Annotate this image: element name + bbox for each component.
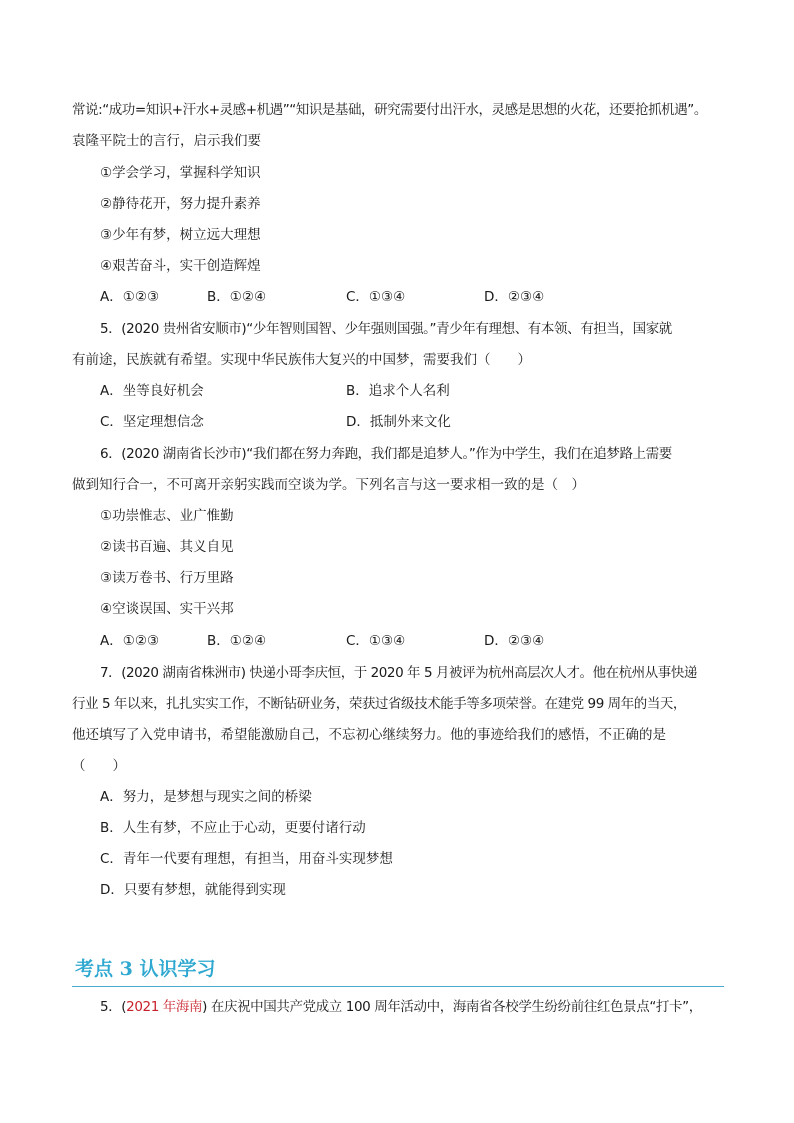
q5-choice-c[interactable]: C．坚定理想信念: [100, 414, 204, 430]
intro-line-1: 常说:“成功=知识+汗水+灵感+机遇”“知识是基础，研究需要付出汗水，灵感是思想的火花，还要抢抓机遇”。: [72, 102, 707, 118]
q6-statement-1: ①功崇惟志、业广惟勤: [100, 508, 234, 524]
q4-statement-1: ①学会学习，掌握科学知识: [100, 165, 261, 181]
q4-choice-c[interactable]: C．①③④: [346, 289, 406, 305]
q4-statement-4: ④艰苦奋斗，实干创造辉煌: [100, 258, 261, 274]
section-3-heading: 考点 3 认识学习: [75, 958, 216, 980]
q7-choice-b[interactable]: B．人生有梦，不应止于心动，更要付诸行动: [100, 820, 366, 836]
q6-statement-4: ④空谈误国、实干兴邦: [100, 601, 234, 617]
q4-choice-a[interactable]: A．①②③: [100, 289, 160, 305]
q7-choice-d[interactable]: D．只要有梦想，就能得到实现: [100, 882, 286, 898]
q6-choice-d[interactable]: D．②③④: [484, 633, 545, 649]
q7-stem-line-2: 行业 5 年以来，扎扎实实工作，不断钻研业务，荣获过省级技术能手等多项荣誉。在建党 99 周年的当天，: [72, 696, 686, 712]
q5-2021-stem-line-1: [100, 998, 702, 1016]
q4-statement-3: ③少年有梦，树立远大理想: [100, 227, 261, 243]
q5-2021-number: 5．(: [100, 999, 127, 1015]
q4-choice-b[interactable]: B．①②④: [207, 289, 267, 305]
q6-statement-3: ③读万卷书、行万里路: [100, 570, 234, 586]
q6-stem-line-1: 6．(2020 湖南省长沙市)“我们都在努力奔跑，我们都是追梦人。”作为中学生，我们在追梦路上需要: [100, 446, 672, 462]
q6-choice-b[interactable]: B．①②④: [207, 633, 267, 649]
q5-choice-d[interactable]: D．抵制外来文化: [346, 414, 451, 430]
q6-choice-a[interactable]: A．①②③: [100, 633, 160, 649]
q5-2021-text: ) 在庆祝中国共产党成立 100 周年活动中，海南省各校学生纷纷前往红色景点“打卡”，: [202, 999, 702, 1015]
intro-line-2: 袁隆平院士的言行，启示我们要: [72, 133, 261, 149]
q4-choice-d[interactable]: D．②③④: [484, 289, 545, 305]
q7-choice-c[interactable]: C．青年一代要有理想，有担当，用奋斗实现梦想: [100, 851, 393, 867]
q5-choice-a[interactable]: A．坐等良好机会: [100, 383, 204, 399]
q5-stem-line-1: 5．(2020 贵州省安顺市)“少年智则国智、少年强则国强。”青少年有理想、有本领、有担当，国家就: [100, 321, 672, 337]
q6-stem-line-2: 做到知行合一，不可离开亲躬实践而空谈为学。下列名言与这一要求相一致的是（ ）: [72, 477, 585, 493]
q6-choice-c[interactable]: C．①③④: [346, 633, 406, 649]
q7-stem-line-1: 7．(2020 湖南省株洲市) 快递小哥李庆恒，于 2020 年 5 月被评为杭州高层次人才。他在杭州从事快递: [100, 665, 697, 681]
q5-2021-source: 2021 年海南: [126, 999, 203, 1015]
q7-stem-line-3: 他还填写了入党申请书，希望能激励自己，不忘初心继续努力。他的事迹给我们的感悟，不正确的是: [72, 727, 666, 743]
q6-statement-2: ②读书百遍、其义自见: [100, 539, 234, 555]
section-divider: [72, 986, 724, 987]
q7-stem-line-4: （ ）: [72, 758, 126, 774]
q5-stem-line-2: 有前途，民族就有希望。实现中华民族伟大复兴的中国梦，需要我们（ ）: [72, 352, 531, 368]
q7-choice-a[interactable]: A．努力，是梦想与现实之间的桥梁: [100, 789, 312, 805]
q5-choice-b[interactable]: B．追求个人名利: [346, 383, 450, 399]
q4-statement-2: ②静待花开，努力提升素养: [100, 196, 261, 212]
